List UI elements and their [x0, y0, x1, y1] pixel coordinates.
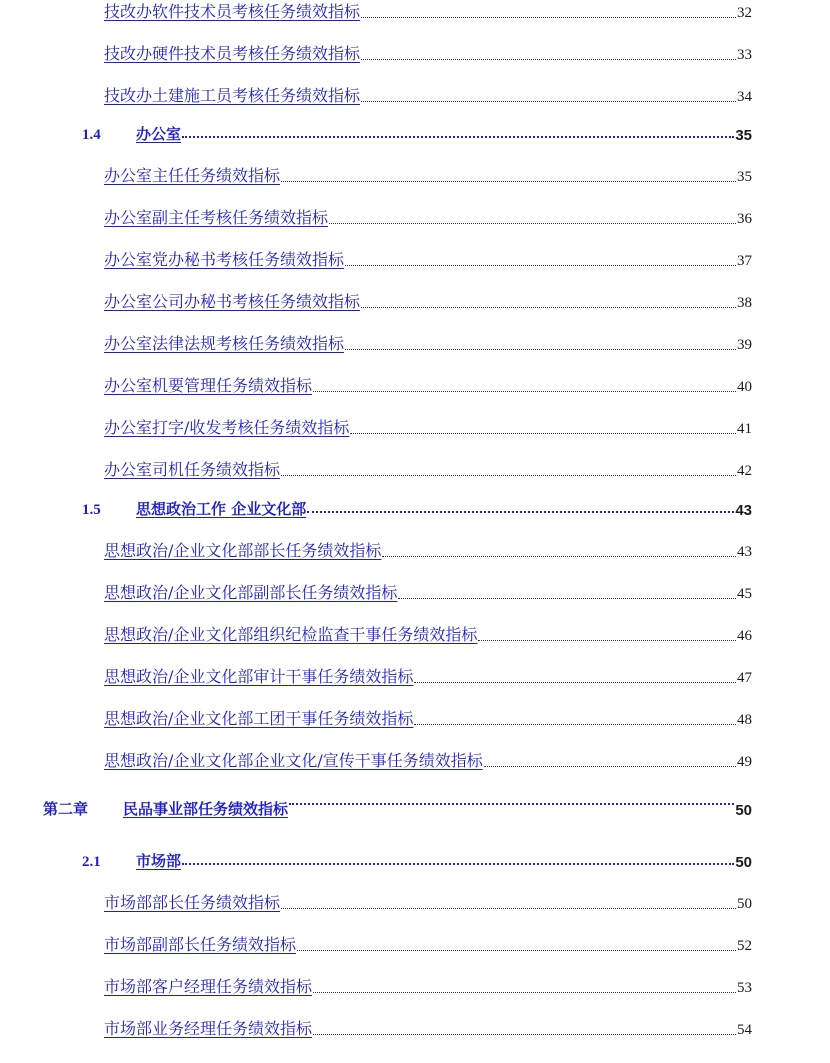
dot-leader	[350, 432, 736, 434]
toc-entry-text: 市场部业务经理任务绩效指标	[104, 1019, 313, 1038]
toc-page-number: 52	[737, 938, 752, 954]
toc-page-number: 50	[735, 802, 752, 819]
dot-leader	[414, 723, 736, 725]
toc-entry-title[interactable]	[104, 163, 280, 186]
toc-page-number: 35	[737, 169, 752, 185]
toc-entry-title[interactable]	[104, 622, 477, 645]
toc-entry-title[interactable]	[104, 974, 312, 997]
toc-entry-link[interactable]	[104, 416, 752, 438]
toc-entry-link[interactable]	[104, 458, 752, 480]
toc-entry-title[interactable]	[104, 415, 349, 438]
toc-entry-link[interactable]	[104, 290, 752, 312]
toc-entry-link[interactable]	[104, 206, 752, 228]
toc-entry-number: 2.1	[82, 854, 101, 870]
toc-entry-title[interactable]	[104, 0, 360, 22]
toc-entry-link[interactable]	[104, 332, 752, 354]
dot-leader	[414, 681, 736, 683]
toc-entry-link[interactable]	[104, 374, 752, 396]
toc-page-number: 46	[737, 628, 752, 644]
dot-leader	[398, 597, 736, 599]
toc-page-number: 40	[737, 379, 752, 395]
toc-entry-link[interactable]	[104, 975, 752, 997]
toc-page-number: 47	[737, 670, 752, 686]
toc-page-number: 43	[735, 502, 752, 519]
toc-entry-link[interactable]	[104, 749, 752, 771]
toc-entry-text: 市场部部长任务绩效指标	[104, 893, 281, 912]
toc-page-number: 33	[737, 47, 752, 63]
dot-leader	[484, 765, 736, 767]
toc-entry-text: 市场部副部长任务绩效指标	[104, 935, 297, 954]
toc-entry-text: 技改办硬件技术员考核任务绩效指标	[104, 44, 361, 63]
toc-entry-title[interactable]	[104, 580, 397, 603]
toc-entry-text: 思想政治/企业文化部审计干事任务绩效指标	[104, 667, 414, 686]
toc-entry-link[interactable]	[104, 164, 752, 186]
toc-entry-link[interactable]	[104, 0, 752, 22]
toc-entry-title[interactable]	[104, 373, 312, 396]
toc-entry-title[interactable]	[104, 289, 360, 312]
toc-entry-title[interactable]	[104, 331, 344, 354]
dot-leader	[182, 135, 734, 138]
toc-entry-text: 办公室	[136, 125, 182, 143]
toc-section-link[interactable]	[82, 497, 752, 519]
toc-entry-number: 第二章	[43, 800, 89, 818]
toc-entry-text: 办公室司机任务绩效指标	[104, 460, 281, 479]
toc-entry-title[interactable]	[82, 123, 181, 144]
toc-entry-text: 办公室党办秘书考核任务绩效指标	[104, 250, 345, 269]
toc-entry-title[interactable]	[104, 538, 381, 561]
toc-entry-title[interactable]	[104, 457, 280, 480]
toc-entry-link[interactable]	[104, 623, 752, 645]
toc-entry-text: 技改办软件技术员考核任务绩效指标	[104, 2, 361, 21]
toc-entry-link[interactable]	[104, 707, 752, 729]
dot-leader	[361, 16, 736, 18]
toc-entry-text: 思想政治/企业文化部部长任务绩效指标	[104, 541, 382, 560]
toc-entry-title[interactable]	[104, 247, 344, 270]
toc-entry-link[interactable]	[104, 84, 752, 106]
toc-entry-text: 民品事业部任务绩效指标	[123, 800, 289, 818]
toc-page-number: 43	[737, 544, 752, 560]
toc-page-number: 49	[737, 754, 752, 770]
toc-entry-text: 办公室主任任务绩效指标	[104, 166, 281, 185]
toc-entry-title[interactable]	[104, 1016, 312, 1039]
toc-page-number: 50	[737, 896, 752, 912]
toc-page-number: 54	[737, 1022, 752, 1038]
toc-page-number: 39	[737, 337, 752, 353]
toc-entry-title[interactable]	[104, 664, 413, 687]
toc-entry-title[interactable]	[104, 706, 413, 729]
toc-page-number: 41	[737, 421, 752, 437]
dot-leader	[382, 555, 736, 557]
toc-page-number: 50	[735, 854, 752, 871]
toc-entry-text: 思想政治/企业文化部工团干事任务绩效指标	[104, 709, 414, 728]
toc-entry-link[interactable]	[104, 539, 752, 561]
dot-leader	[345, 264, 736, 266]
toc-chapter-link[interactable]	[43, 797, 752, 819]
toc-entry-text: 技改办土建施工员考核任务绩效指标	[104, 86, 361, 105]
toc-entry-title[interactable]	[104, 83, 360, 106]
toc-entry-number: 1.4	[82, 127, 101, 143]
toc-entry-title[interactable]	[104, 205, 328, 228]
toc-page-number: 34	[737, 89, 752, 105]
dot-leader	[281, 474, 736, 476]
toc-entry-text: 办公室副主任考核任务绩效指标	[104, 208, 329, 227]
toc-entry-link[interactable]	[104, 581, 752, 603]
toc-entry-text: 市场部客户经理任务绩效指标	[104, 977, 313, 996]
toc-entry-link[interactable]	[104, 933, 752, 955]
toc-entry-text: 思想政治/企业文化部副部长任务绩效指标	[104, 583, 398, 602]
toc-entry-title[interactable]	[104, 41, 360, 64]
toc-entry-text: 思想政治/企业文化部组织纪检监查干事任务绩效指标	[104, 625, 478, 644]
toc-page-number: 42	[737, 463, 752, 479]
dot-leader	[361, 58, 736, 60]
toc-page-number: 35	[735, 127, 752, 144]
toc-entry-text: 办公室机要管理任务绩效指标	[104, 376, 313, 395]
dot-leader	[307, 510, 734, 513]
toc-page-number: 48	[737, 712, 752, 728]
dot-leader	[313, 991, 736, 993]
dot-leader	[297, 949, 736, 951]
toc-entry-link[interactable]	[104, 42, 752, 64]
dot-leader	[361, 306, 736, 308]
toc-entry-number: 1.5	[82, 502, 101, 518]
toc-page-number: 38	[737, 295, 752, 311]
dot-leader	[281, 180, 736, 182]
toc-entry-title[interactable]	[82, 850, 181, 871]
dot-leader	[281, 907, 736, 909]
toc-page-number: 45	[737, 586, 752, 602]
dot-leader	[313, 390, 736, 392]
toc-entry-text: 办公室公司办秘书考核任务绩效指标	[104, 292, 361, 311]
toc-entry-link[interactable]	[104, 665, 752, 687]
toc-page-number: 32	[737, 5, 752, 21]
dot-leader	[361, 100, 736, 102]
toc-entry-link[interactable]	[104, 1017, 752, 1039]
dot-leader	[329, 222, 736, 224]
dot-leader	[182, 862, 734, 865]
toc-section-link[interactable]	[82, 122, 752, 144]
dot-leader	[345, 348, 736, 350]
dot-leader	[289, 802, 734, 805]
toc-entry-text: 办公室法律法规考核任务绩效指标	[104, 334, 345, 353]
dot-leader	[478, 639, 736, 641]
toc-entry-title[interactable]	[104, 748, 483, 771]
toc-page-number: 37	[737, 253, 752, 269]
toc-entry-link[interactable]	[104, 248, 752, 270]
toc-entry-title[interactable]	[104, 890, 280, 913]
toc-entry-title[interactable]	[82, 498, 306, 519]
toc-entry-title[interactable]	[43, 798, 288, 819]
toc-entry-text: 办公室打字/收发考核任务绩效指标	[104, 418, 350, 437]
toc-section-link[interactable]	[82, 849, 752, 871]
toc-entry-text: 思想政治/企业文化部企业文化/宣传干事任务绩效指标	[104, 751, 483, 770]
toc-entry-text: 市场部	[136, 852, 182, 870]
toc-page-number: 53	[737, 980, 752, 996]
toc-page-number: 36	[737, 211, 752, 227]
toc-entry-title[interactable]	[104, 932, 296, 955]
toc-entry-link[interactable]	[104, 891, 752, 913]
toc-entry-text: 思想政治工作 企业文化部	[136, 500, 307, 518]
dot-leader	[313, 1033, 736, 1035]
